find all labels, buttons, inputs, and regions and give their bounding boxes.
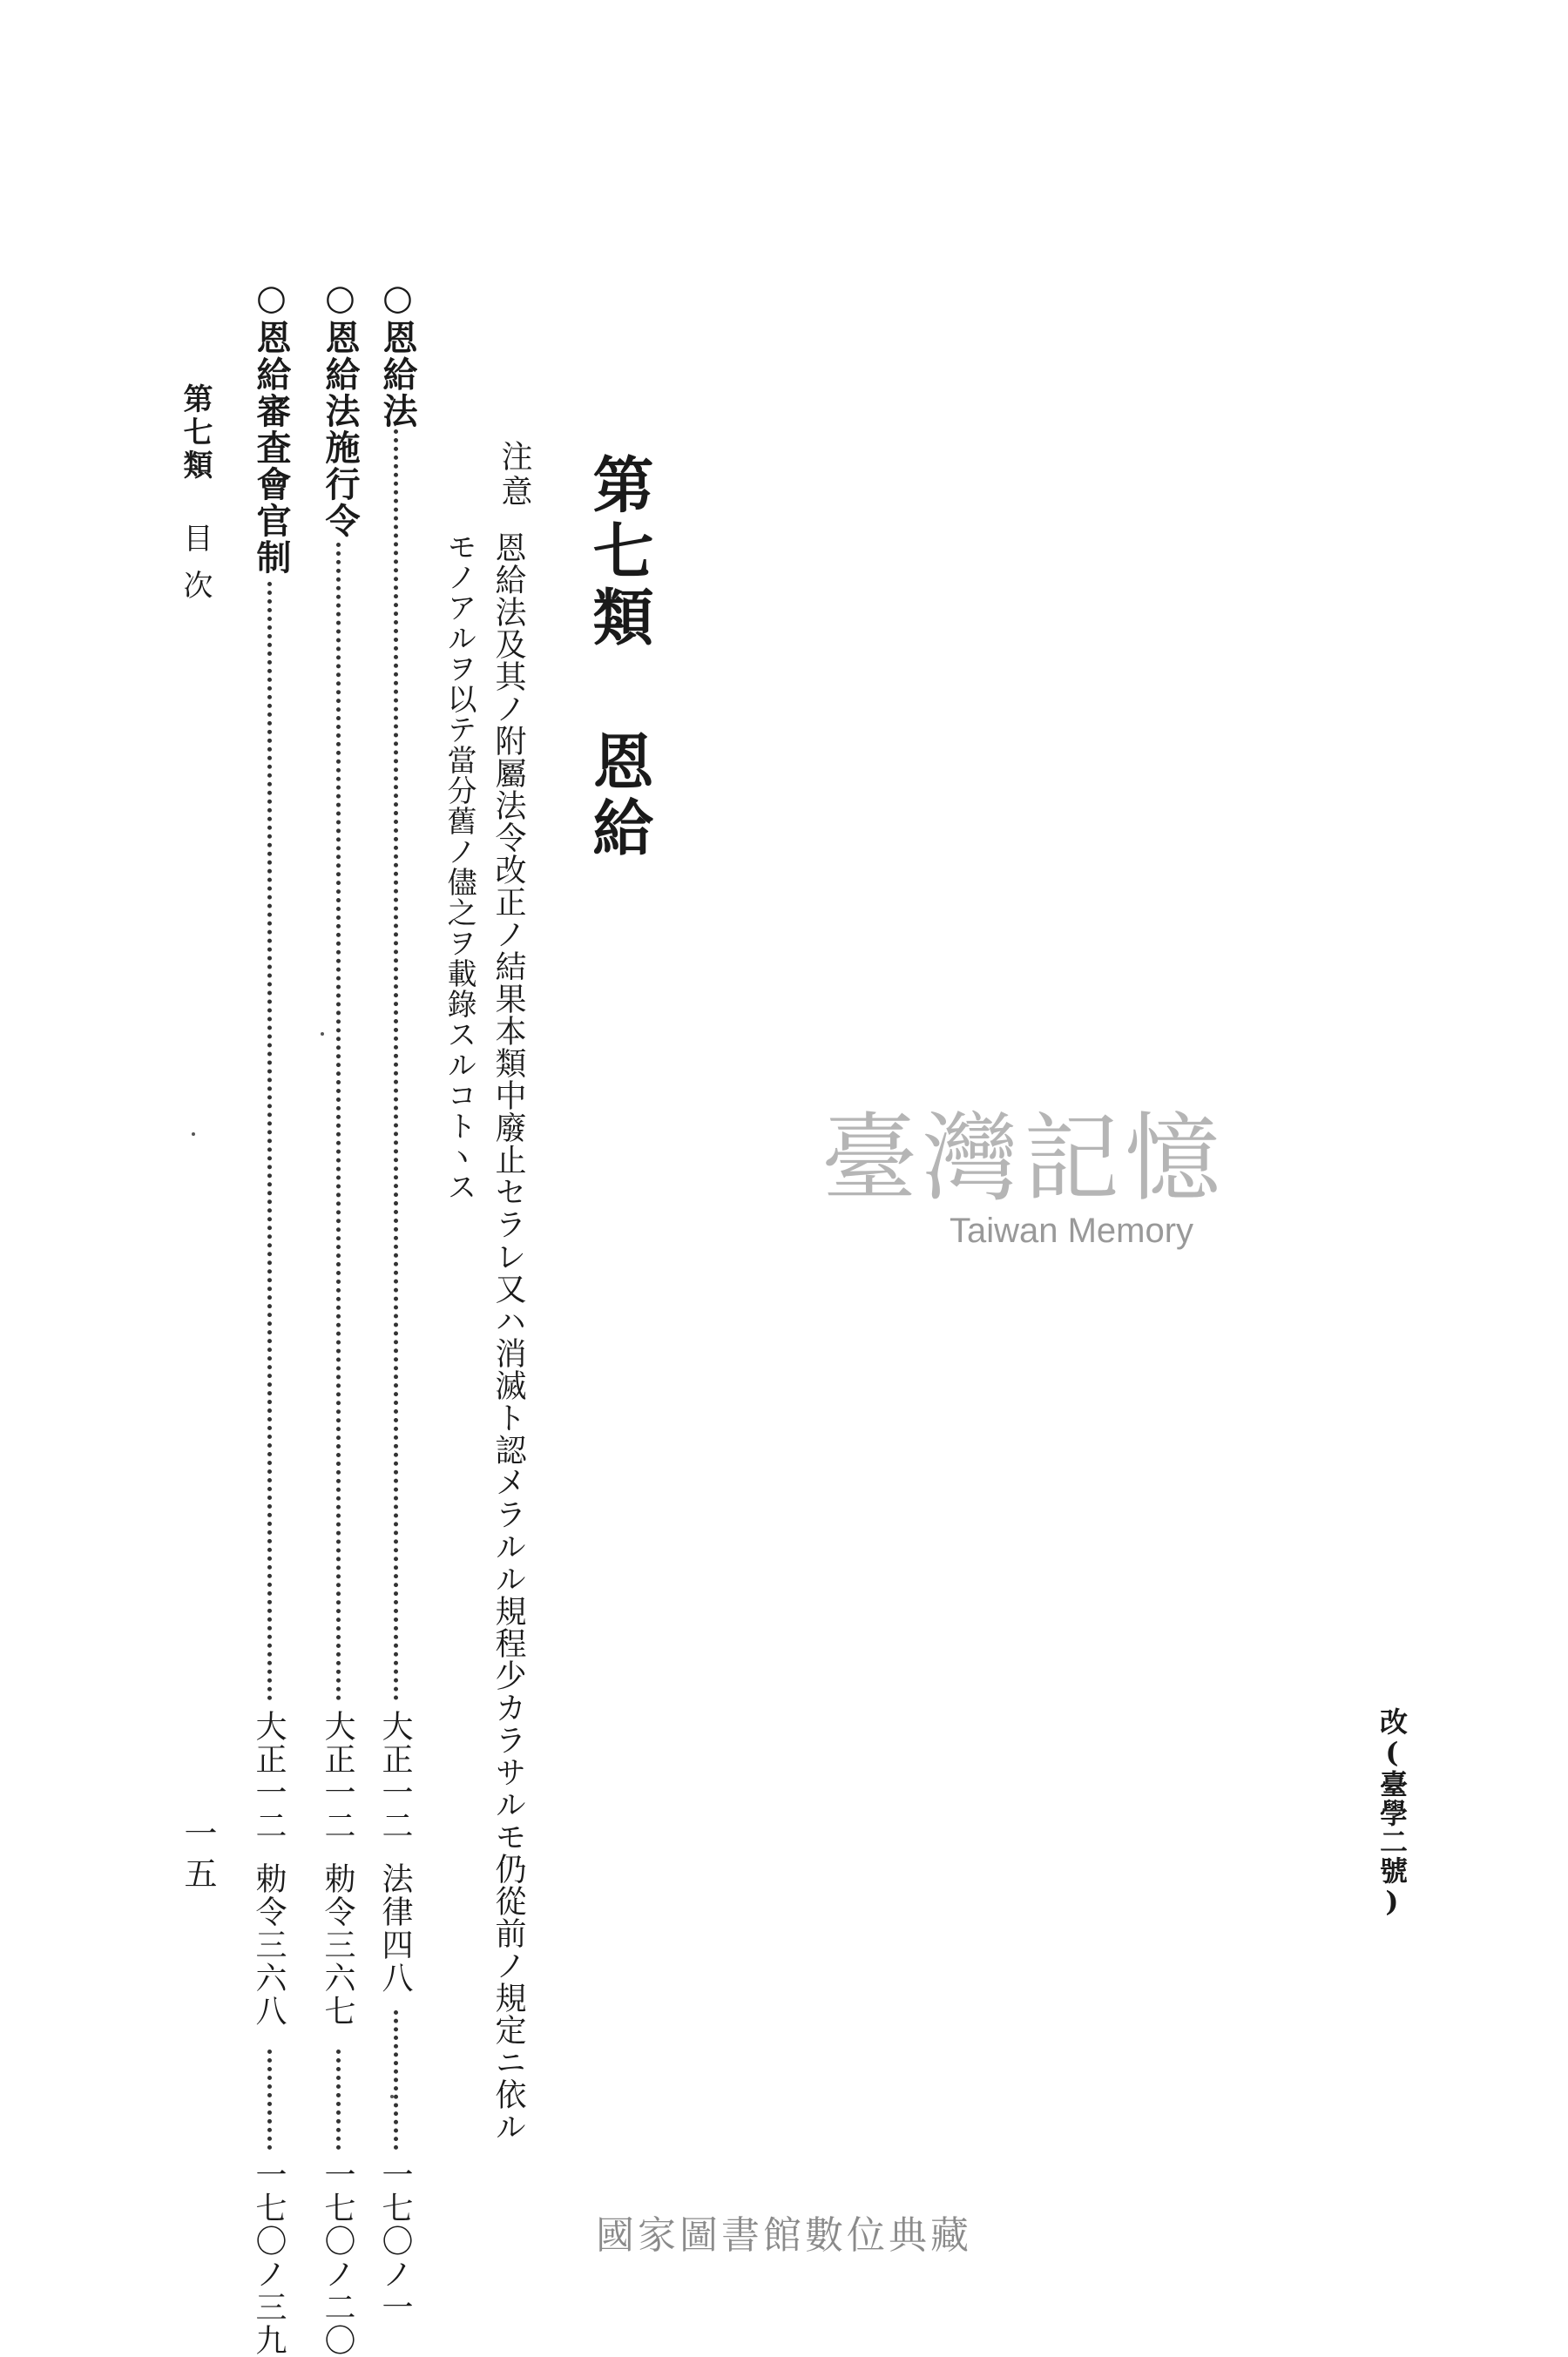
page-number: 一五 xyxy=(179,1816,217,1896)
scan-speck xyxy=(192,1132,195,1136)
chapter-name: 恩給 xyxy=(583,730,655,862)
chapter-title xyxy=(575,453,663,862)
watermark-english: Taiwan Memory xyxy=(949,1212,1194,1250)
leader-dots xyxy=(336,543,341,1701)
note-line-1: 恩給法及其ノ附屬法令改正ノ結果本類中廢止セラレ又ハ消滅ト認メラルル規程少カラサルモ仍從前ノ規定ニ依ル xyxy=(490,531,526,2143)
toc-entry-era: 大正一二 xyxy=(377,1710,413,1842)
watermark xyxy=(780,1103,1267,1251)
toc-entry-page: 一七〇ノ二〇 xyxy=(320,2158,355,2357)
revision-stamp: 改(臺學二號) xyxy=(1375,1707,1409,1919)
toc-entry-page: 一七〇ノ三九 xyxy=(251,2158,287,2357)
toc-entry-title: ○恩給法施行令 xyxy=(320,277,361,539)
archive-credit: 國家圖書館數位典藏 xyxy=(596,2213,972,2258)
leader-dots xyxy=(394,429,398,1701)
leader-dots xyxy=(267,2050,272,2150)
toc-entry-law-number: 勅令三六八 xyxy=(251,1862,287,2028)
running-header-contents: 目次 xyxy=(178,523,213,617)
note-label: 注意 xyxy=(497,440,532,510)
leader-dots xyxy=(336,2050,341,2150)
toc-entry-law-number: 勅令三六七 xyxy=(320,1862,355,2028)
chapter-number: 第七類 xyxy=(583,453,655,652)
toc-entry-law-number: 法律四八 xyxy=(377,1862,413,1995)
leader-dots xyxy=(267,582,272,1701)
note-line-2: モノアルヲ以テ當分舊ノ儘之ヲ載錄スルコトヽス xyxy=(442,531,476,1202)
scan-speck xyxy=(390,2095,394,2098)
toc-entry-era: 大正一二 xyxy=(320,1710,355,1842)
leader-dots xyxy=(394,2010,398,2150)
scan-speck xyxy=(321,1032,324,1036)
watermark-chinese: 臺灣記憶 xyxy=(821,1103,1226,1214)
toc-entry-page: 一七〇ノ一 xyxy=(377,2158,413,2324)
toc-entry-era: 大正一二 xyxy=(251,1710,287,1842)
toc-entry-title: ○恩給法 xyxy=(377,277,418,429)
toc-entry-title: ○恩給審査會官制 xyxy=(251,277,292,576)
running-header-class: 第七類 xyxy=(178,383,213,483)
